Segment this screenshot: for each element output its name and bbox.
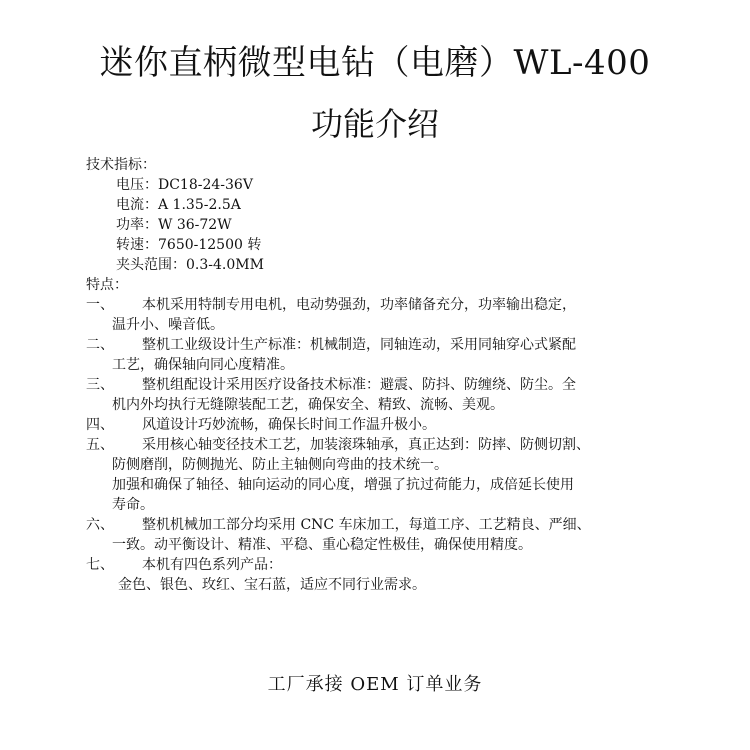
- feature-text: 本机采用特制专用电机，电动势强劲，功率储备充分，功率输出稳定，: [142, 297, 576, 313]
- spec-chuck-range: 夹头范围：0.3-4.0MM: [116, 257, 264, 273]
- document-subtitle: 功能介绍: [310, 105, 439, 143]
- feature-number: 三、: [86, 377, 114, 393]
- document-body: [86, 155, 646, 595]
- feature-item-6: [86, 515, 646, 535]
- feature-text-continued: 温升小、噪音低。: [112, 317, 224, 333]
- feature-item-1: [86, 295, 646, 315]
- feature-text-continued: 加强和确保了轴径、轴向运动的同心度，增强了抗过荷能力，成倍延长使用: [112, 477, 574, 493]
- spec-current: 电流：A 1.35-2.5A: [116, 197, 241, 213]
- feature-number: 一、: [86, 297, 114, 313]
- feature-item-2: [86, 335, 646, 355]
- feature-text: 整机工业级设计生产标准：机械制造，同轴连动，采用同轴穿心式紧配: [142, 337, 576, 353]
- features-heading: 特点：: [86, 277, 128, 293]
- feature-text-continued: 寿命。: [112, 497, 154, 513]
- feature-text-continued: 防侧磨削，防侧抛光、防止主轴侧向弯曲的技术统一。: [112, 457, 448, 473]
- feature-text-continued: 机内外均执行无缝隙装配工艺，确保安全、精致、流畅、美观。: [112, 397, 504, 413]
- feature-text: 整机组配设计采用医疗设备技术标准：避震、防抖、防缠绕、防尘。全: [142, 377, 576, 393]
- footer-oem-note: 工厂承接 OEM 订单业务: [267, 674, 483, 695]
- feature-number: 五、: [86, 437, 114, 453]
- feature-text: 本机有四色系列产品：: [142, 557, 282, 573]
- spec-power: 功率：W 36-72W: [116, 217, 232, 233]
- feature-text: 整机机械加工部分均采用 CNC 车床加工，每道工序、工艺精良、严细、: [142, 517, 591, 533]
- feature-text: 风道设计巧妙流畅，确保长时间工作温升极小。: [142, 417, 436, 433]
- feature-number: 二、: [86, 337, 114, 353]
- feature-item-4: [86, 415, 646, 435]
- feature-item-7: [86, 555, 646, 575]
- feature-text-continued: 一致。动平衡设计、精准、平稳、重心稳定性极佳，确保使用精度。: [112, 537, 532, 553]
- spec-speed: 转速：7650-12500 转: [116, 237, 262, 253]
- feature-color-options: 金色、银色、玫红、宝石蓝，适应不同行业需求。: [118, 577, 426, 593]
- spec-voltage: 电压：DC18-24-36V: [116, 177, 253, 193]
- specs-heading: 技术指标：: [86, 157, 156, 173]
- feature-text: 采用核心轴变径技术工艺，加装滚珠轴承，真正达到：防摔、防侧切割、: [142, 437, 590, 453]
- feature-number: 六、: [86, 517, 114, 533]
- feature-text-continued: 工艺，确保轴向同心度精准。: [112, 357, 294, 373]
- feature-number: 四、: [86, 417, 114, 433]
- feature-item-3: [86, 375, 646, 395]
- feature-number: 七、: [86, 557, 114, 573]
- document-title: 迷你直柄微型电钻（电磨）WL-400: [99, 43, 651, 83]
- feature-item-5: [86, 435, 646, 455]
